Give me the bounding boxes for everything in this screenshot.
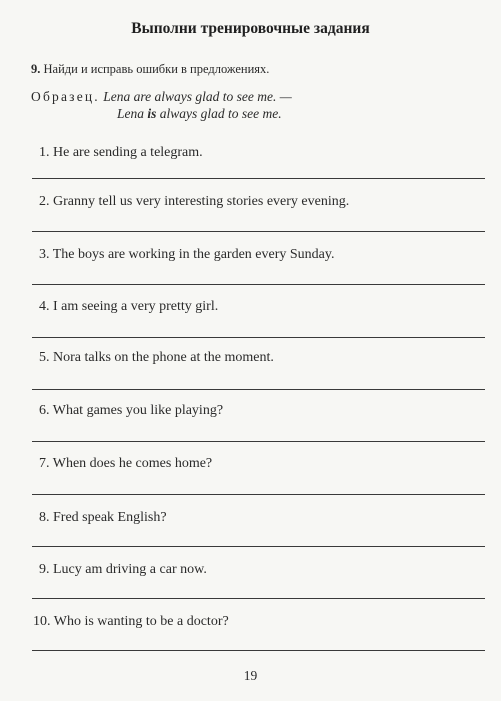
task-number: 9. [31, 62, 41, 76]
answer-line-8[interactable] [32, 546, 485, 547]
exercise-item-1: 1. He are sending a telegram. [39, 145, 203, 160]
answer-line-6[interactable] [32, 441, 485, 442]
example-wrong-sentence: Lena are always glad to see me. — [103, 89, 292, 104]
exercise-item-6: 6. What games you like playing? [39, 403, 224, 418]
answer-line-1[interactable] [32, 178, 485, 179]
exercise-item-9: 9. Lucy am driving a car now. [39, 562, 207, 577]
page-number: 19 [243, 668, 258, 683]
answer-line-3[interactable] [32, 284, 485, 285]
exercise-item-4: 4. I am seeing a very pretty girl. [39, 299, 219, 314]
page-title: Выполни тренировочные задания [131, 20, 370, 37]
exercise-item-7: 7. When does he comes home? [39, 456, 213, 471]
example-corrected-start: Lena [117, 106, 148, 121]
exercise-item-8: 8. Fred speak English? [39, 510, 167, 525]
answer-line-4[interactable] [32, 337, 485, 338]
example-label: Образец. [31, 89, 100, 104]
answer-line-2[interactable] [32, 231, 485, 232]
exercise-item-10: 10. Who is wanting to be a doctor? [33, 614, 229, 629]
example-block [31, 89, 292, 121]
exercise-item-5: 5. Nora talks on the phone at the moment. [39, 350, 274, 365]
example-corrected-sentence [117, 106, 282, 122]
exercise-item-3: 3. The boys are working in the garden every Sunday. [39, 247, 335, 262]
answer-line-5[interactable] [32, 389, 485, 390]
example-corrected-verb: is [147, 106, 157, 121]
task-instruction [31, 62, 269, 77]
answer-line-9[interactable] [32, 598, 485, 599]
answer-line-7[interactable] [32, 494, 485, 495]
exercise-item-2: 2. Granny tell us very interesting stories every evening. [39, 194, 350, 209]
example-corrected-end: always glad to see me. [156, 106, 282, 121]
answer-line-10[interactable] [32, 650, 485, 651]
task-text: Найди и исправь ошибки в предложениях. [43, 62, 270, 76]
